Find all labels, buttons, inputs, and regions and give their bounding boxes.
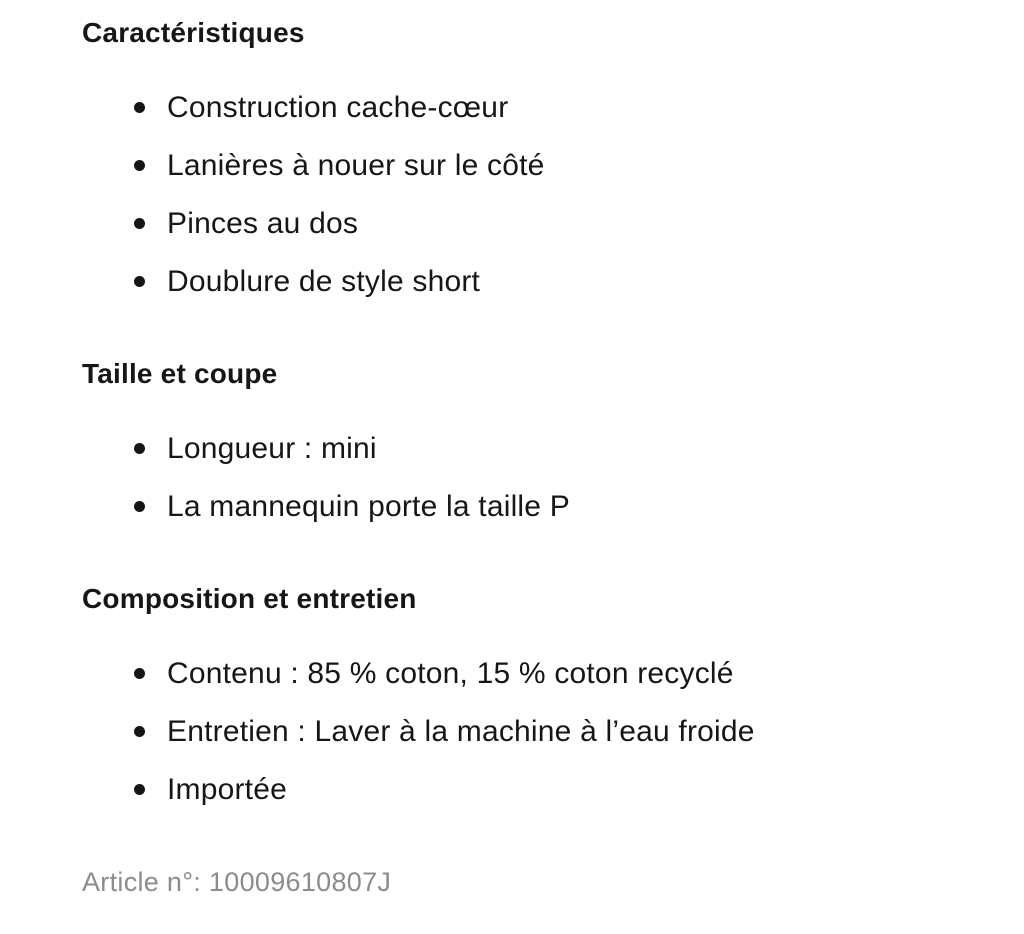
feature-list-composition-et-entretien — [82, 652, 984, 812]
list-item — [82, 710, 984, 754]
section-caracteristiques — [82, 16, 984, 304]
list-item-text: Doublure de style short — [167, 265, 481, 298]
bullet-icon — [134, 276, 145, 287]
article-number: Article n°: 10009610807J — [82, 867, 392, 897]
list-item — [82, 427, 984, 471]
list-item — [82, 485, 984, 529]
list-item — [82, 652, 984, 696]
feature-list-taille-et-coupe — [82, 427, 984, 529]
list-item-text: Importée — [167, 773, 287, 806]
list-item — [82, 768, 984, 812]
bullet-icon — [134, 501, 145, 512]
section-heading-caracteristiques: Caractéristiques — [82, 17, 305, 48]
list-item-text: La mannequin porte la taille P — [167, 490, 570, 523]
bullet-icon — [134, 784, 145, 795]
list-item — [82, 202, 984, 246]
list-item-text: Lanières à nouer sur le côté — [167, 149, 545, 182]
list-item — [82, 260, 984, 304]
list-item — [82, 144, 984, 188]
section-heading-taille-et-coupe: Taille et coupe — [82, 358, 278, 389]
list-item — [82, 86, 984, 130]
list-item-text: Contenu : 85 % coton, 15 % coton recyclé — [167, 657, 734, 690]
bullet-icon — [134, 726, 145, 737]
bullet-icon — [134, 160, 145, 171]
feature-list-caracteristiques — [82, 86, 984, 304]
bullet-icon — [134, 443, 145, 454]
section-heading-composition-et-entretien: Composition et entretien — [82, 583, 417, 614]
bullet-icon — [134, 218, 145, 229]
section-composition-et-entretien — [82, 582, 984, 812]
section-taille-et-coupe — [82, 357, 984, 529]
bullet-icon — [134, 668, 145, 679]
bullet-icon — [134, 102, 145, 113]
list-item-text: Longueur : mini — [167, 432, 377, 465]
list-item-text: Entretien : Laver à la machine à l’eau froide — [167, 715, 755, 748]
list-item-text: Construction cache-cœur — [167, 91, 509, 124]
list-item-text: Pinces au dos — [167, 207, 359, 240]
